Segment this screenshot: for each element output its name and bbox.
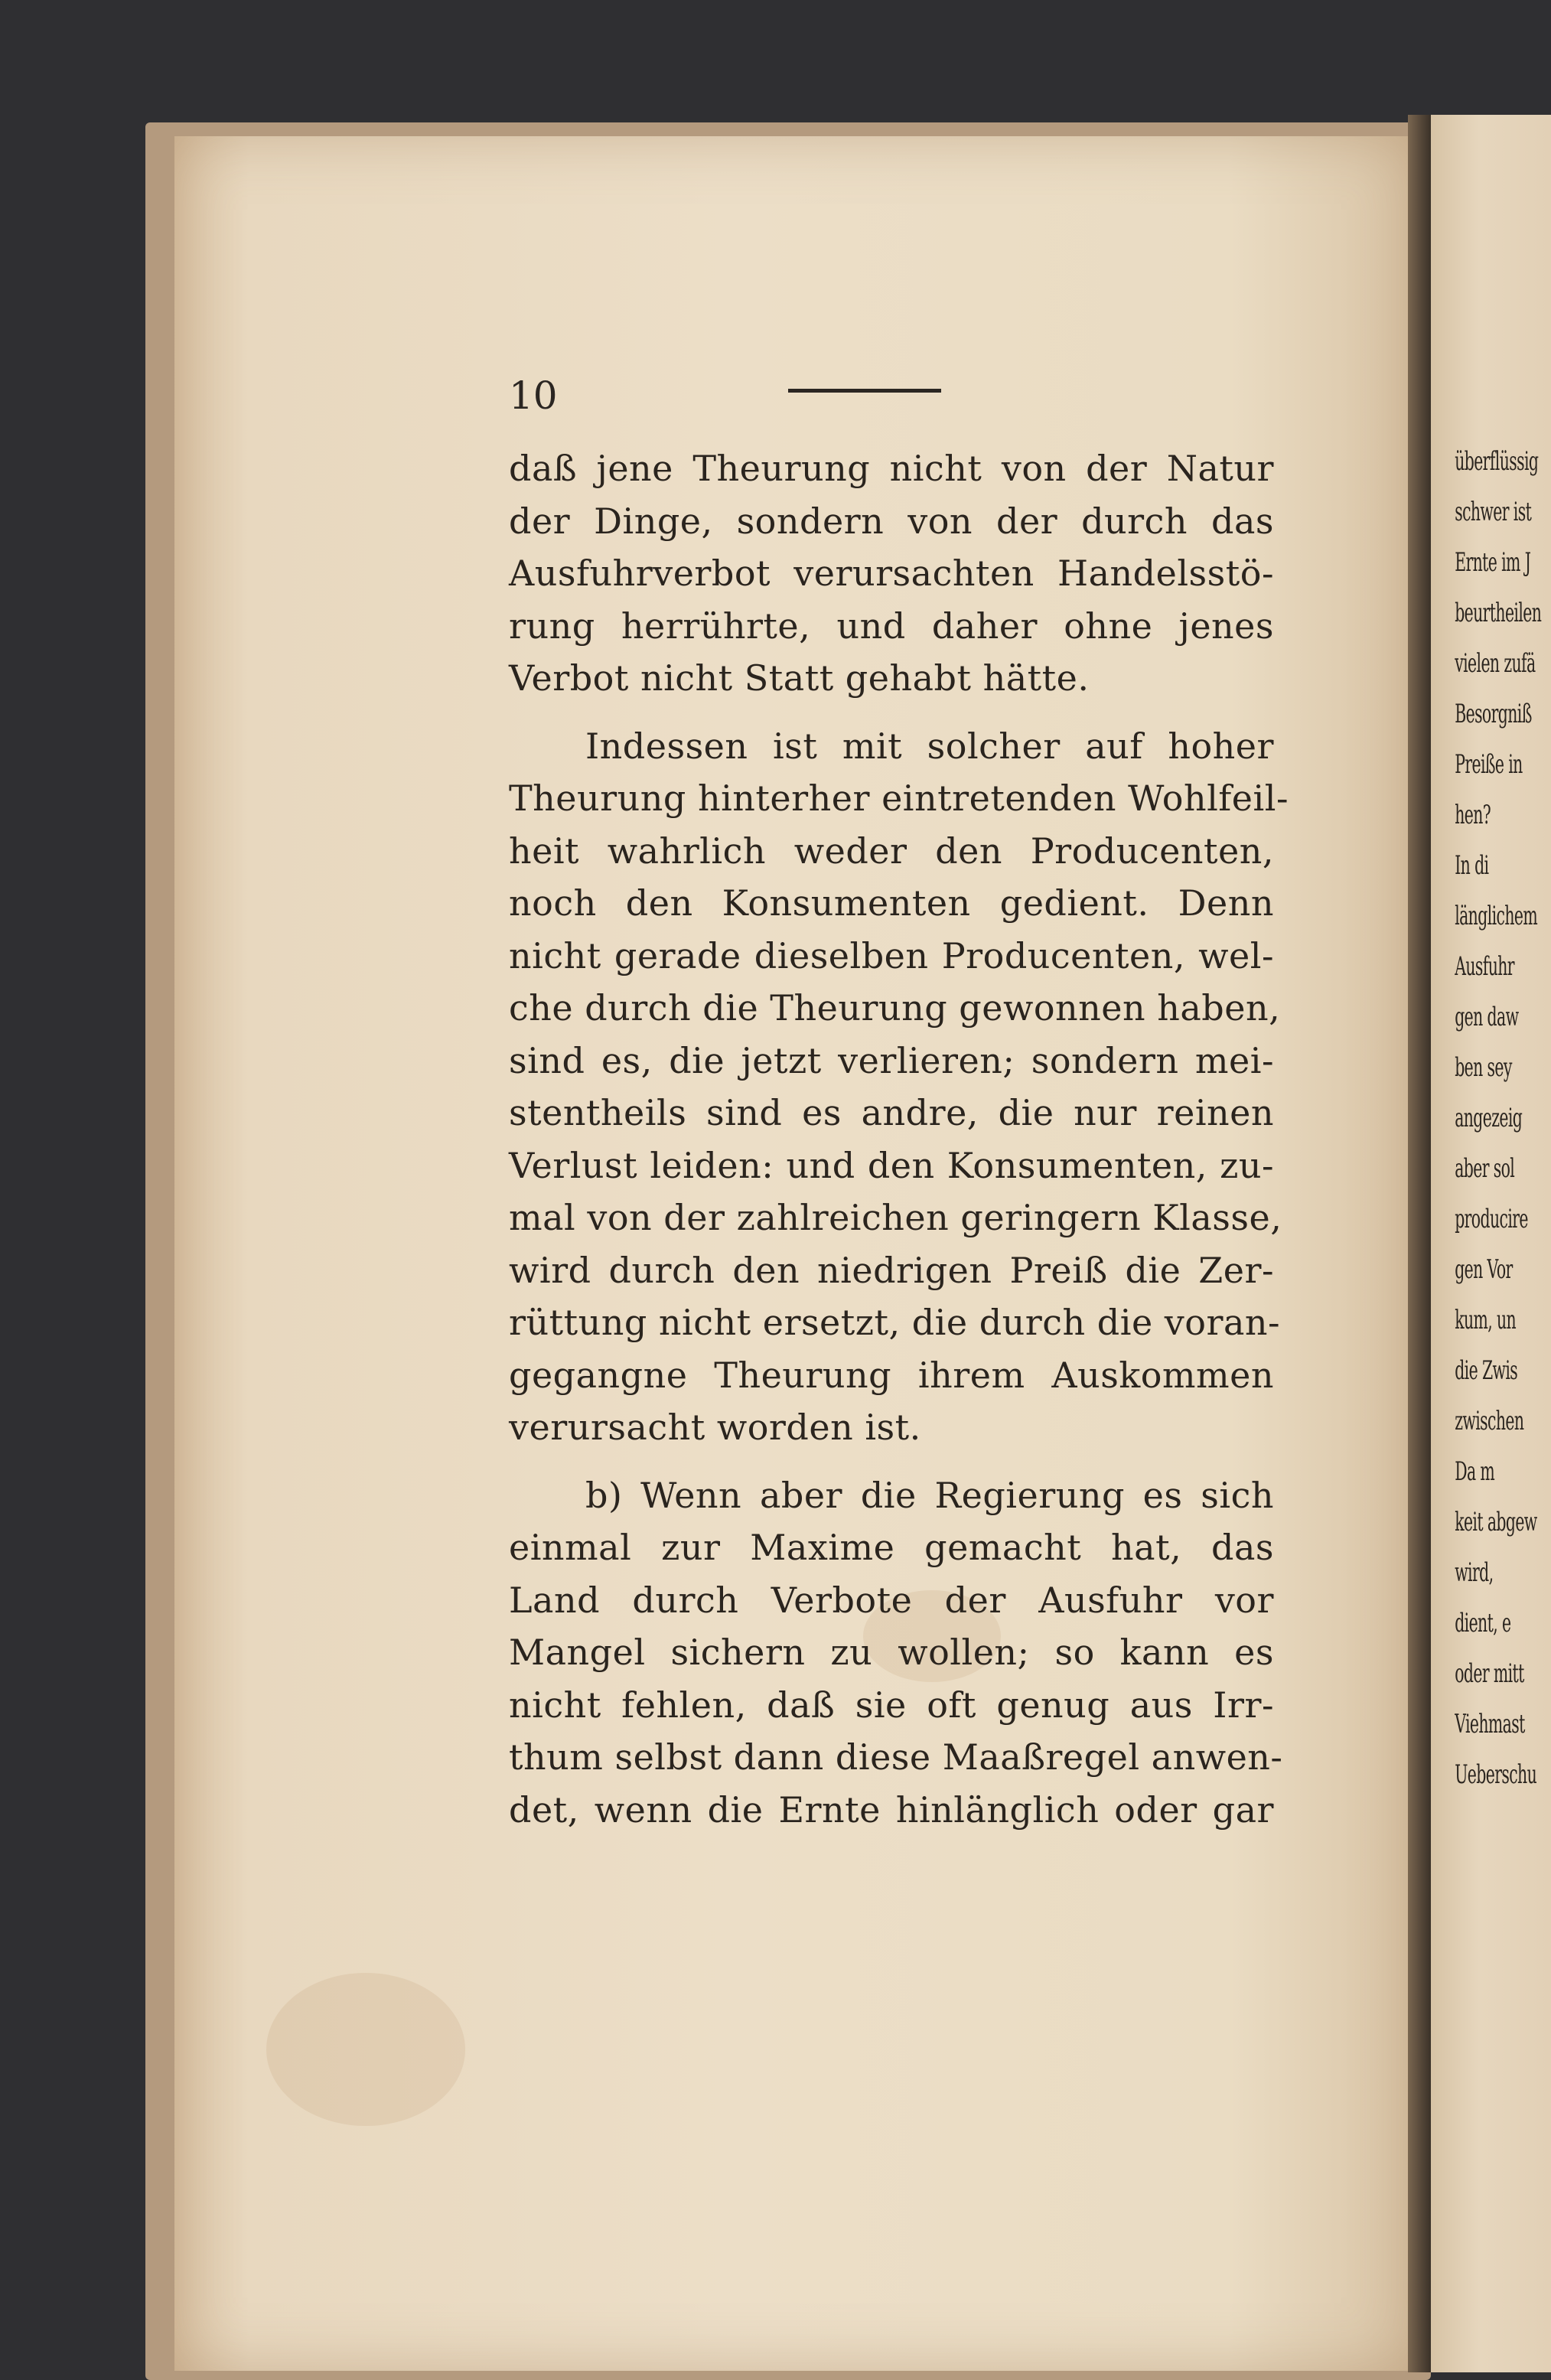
paper-stain — [266, 1973, 465, 2126]
facing-page-line: In di — [1455, 850, 1489, 881]
text-line: daß jene Theurung nicht von der Natur — [509, 448, 1274, 489]
text-line: Verbot nicht Statt gehabt hätte. — [509, 657, 1090, 699]
facing-page-line: aber sol — [1455, 1153, 1515, 1184]
facing-page-line: zwischen — [1455, 1406, 1524, 1436]
facing-page-line: hen? — [1455, 800, 1491, 830]
facing-page-line: Besorgniß — [1455, 699, 1532, 729]
facing-page-line: Preiße in — [1455, 749, 1523, 780]
text-line: nicht gerade dieselben Producenten, wel- — [509, 934, 1274, 976]
text-line: Land durch Verbote der Ausfuhr vor — [509, 1579, 1274, 1621]
text-line: der Dinge, sondern von der durch das — [509, 500, 1274, 542]
text-line: che durch die Theurung gewonnen haben, — [509, 987, 1281, 1029]
text-line: einmal zur Maxime gemacht hat, das — [509, 1527, 1274, 1568]
text-line: gegangne Theurung ihrem Auskommen — [509, 1354, 1274, 1396]
facing-page — [1431, 115, 1551, 2372]
page-number: 10 — [509, 373, 558, 418]
text-line: verursacht worden ist. — [509, 1407, 921, 1448]
facing-page-line: Da m — [1455, 1456, 1495, 1487]
text-line: Indessen ist mit solcher auf hoher — [585, 725, 1274, 767]
text-line: stentheils sind es andre, die nur reinen — [509, 1092, 1274, 1133]
text-line: Theurung hinterher eintretenden Wohlfeil- — [509, 778, 1289, 819]
text-line: heit wahrlich weder den Producenten, — [509, 830, 1274, 872]
paragraph-gap — [509, 1454, 1274, 1469]
text-line: b) Wenn aber die Regierung es sich — [585, 1474, 1274, 1516]
page-body-text — [509, 442, 1289, 1836]
facing-page-line: oder mitt — [1455, 1658, 1524, 1689]
facing-page-line: kum, un — [1455, 1305, 1517, 1335]
facing-page-line: producire — [1455, 1204, 1528, 1234]
facing-page-line: die Zwis — [1455, 1355, 1518, 1386]
header-rule — [788, 389, 941, 393]
facing-page-line: Viehmast — [1455, 1709, 1525, 1739]
facing-page-line: überflüssig — [1455, 446, 1539, 477]
facing-page-line: keit abgew — [1455, 1507, 1537, 1537]
facing-page-line: beurtheilen — [1455, 598, 1542, 628]
facing-page-line: gen daw — [1455, 1002, 1519, 1032]
text-line: wird durch den niedrigen Preiß die Zer- — [509, 1249, 1274, 1291]
text-line: det, wenn die Ernte hinlänglich oder gar — [509, 1788, 1274, 1831]
text-line: Ausfuhrverbot verursachten Handelsstö- — [509, 553, 1274, 594]
text-line: Mangel sichern zu wollen; so kann es — [509, 1632, 1274, 1673]
text-line: mal von der zahlreichen geringern Klasse, — [509, 1197, 1282, 1238]
facing-page-line: ben sey — [1455, 1052, 1512, 1083]
text-line: rüttung nicht ersetzt, die durch die voran- — [509, 1302, 1281, 1343]
facing-page-line: Ernte im J — [1455, 547, 1531, 578]
text-line: sind es, die jetzt verlieren; sondern mei- — [509, 1039, 1274, 1081]
text-line: thum selbst dann diese Maaßregel anwen- — [509, 1736, 1283, 1778]
facing-page-line: wird, — [1455, 1557, 1494, 1588]
facing-page-line: vielen zufä — [1455, 648, 1536, 679]
facing-page-line: angezeig — [1455, 1103, 1523, 1133]
facing-page-line: Ausfuhr — [1455, 951, 1514, 982]
text-line: rung herrührte, und daher ohne jenes — [509, 605, 1274, 647]
book-gutter — [1408, 115, 1431, 2372]
paragraph-gap — [509, 705, 1274, 720]
facing-page-line: dient, e — [1455, 1608, 1511, 1638]
facing-page-line: gen Vor — [1455, 1254, 1513, 1285]
facing-page-line: länglichem — [1455, 901, 1538, 931]
facing-page-line: Ueberschu — [1455, 1759, 1537, 1790]
facing-page-text — [1431, 115, 1551, 1800]
facing-page-line: schwer ist — [1455, 497, 1532, 527]
text-line: Verlust leiden: und den Konsumenten, zu- — [509, 1144, 1274, 1186]
text-line: nicht fehlen, daß sie oft genug aus Irr- — [509, 1684, 1274, 1726]
text-line: noch den Konsumenten gedient. Denn — [509, 882, 1274, 924]
